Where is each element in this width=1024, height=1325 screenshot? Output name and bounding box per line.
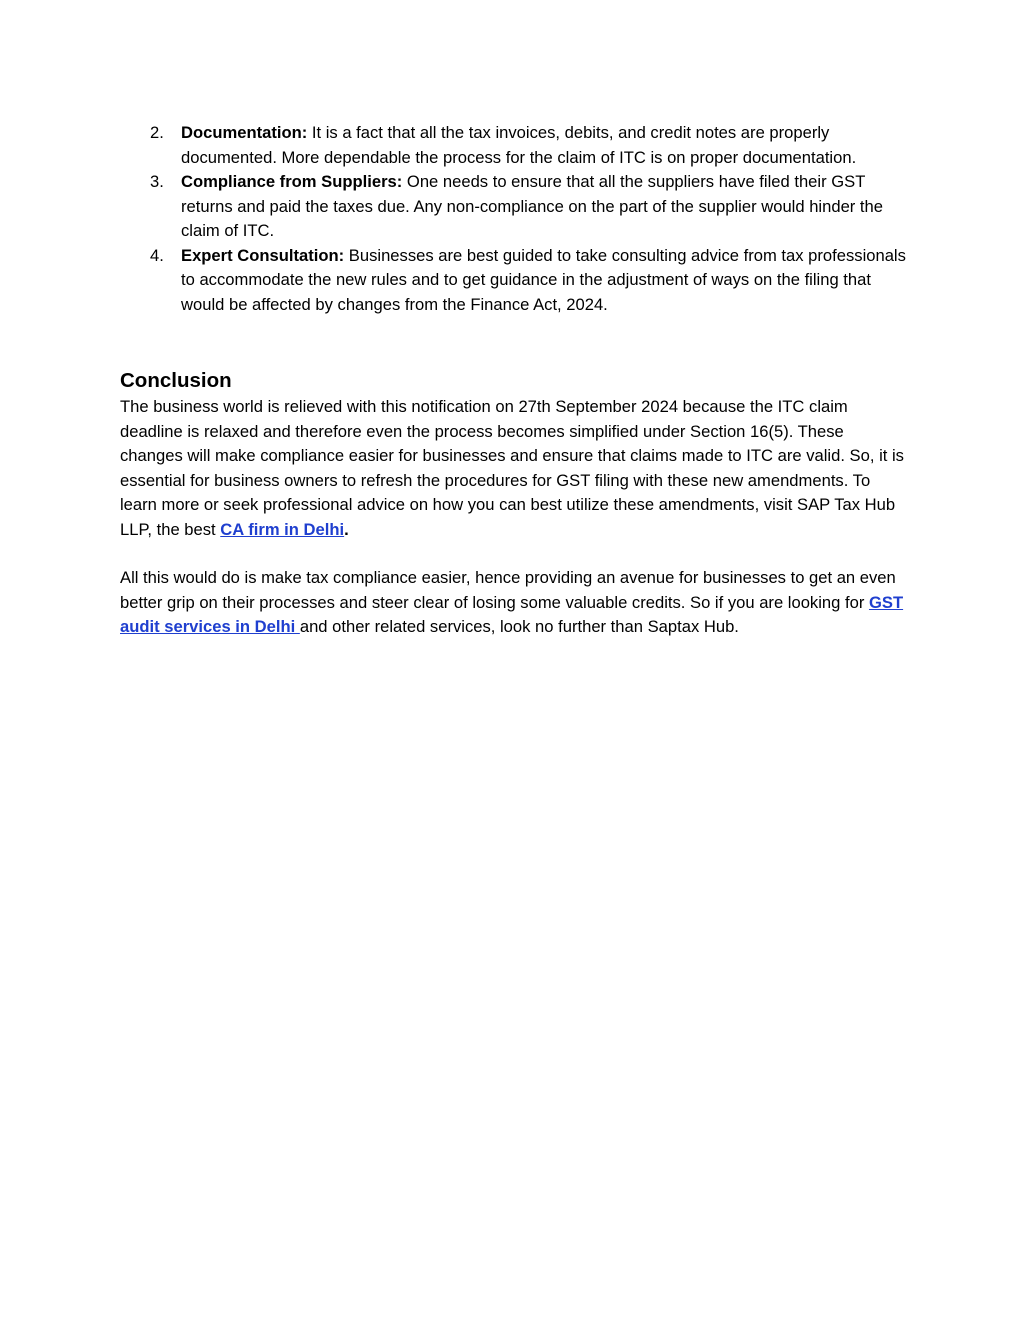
- paragraph-end: and other related services, look no further than Saptax Hub.: [299, 617, 739, 636]
- conclusion-heading: Conclusion: [120, 369, 232, 392]
- conclusion-paragraph: [120, 395, 910, 542]
- closing-paragraph: [120, 566, 910, 640]
- ca-firm-link[interactable]: CA firm in Delhi: [220, 519, 345, 539]
- list-item-text: One needs to ensure that all the suppliers have filed their GST returns and paid the taxes due. Any non-compliance on the part of the supplier would hinder the claim of ITC.: [181, 172, 884, 240]
- gst-audit-link[interactable]: GST audit services in Delhi: [120, 592, 904, 636]
- paragraph-text: The business world is relieved with this notification on 27th September 2024 because the ITC claim deadline is relaxed and therefore even the process becomes simplified under Section 16(5). These changes will make compliance easier for businesses and ensure that claims made to ITC are valid. So, it is essential for business owners to refresh the procedures for GST filing with these new amendments. To learn more or seek professional advice on how you can best utilize these amendments, visit SAP Tax Hub LLP, the best: [120, 397, 904, 539]
- paragraph-text: All this would do is make tax compliance easier, hence providing an avenue for businesses to get an even better grip on their processes and steer clear of losing some valuable credits. So if you are looking for: [120, 568, 896, 612]
- numbered-list: [120, 121, 910, 317]
- list-item: [120, 121, 910, 170]
- paragraph-end: .: [344, 519, 349, 539]
- list-item-number: 2.: [150, 123, 164, 142]
- list-item-term: Documentation:: [181, 123, 308, 142]
- list-item: [120, 244, 910, 318]
- list-item-number: 4.: [150, 245, 164, 265]
- list-item: [120, 170, 910, 244]
- list-item-text: It is a fact that all the tax invoices, debits, and credit notes are properly documented. More dependable the process for the claim of ITC is on proper documentation.: [181, 123, 857, 167]
- list-item-term: Compliance from Suppliers:: [181, 172, 403, 191]
- list-item-number: 3.: [150, 172, 164, 191]
- list-item-term: Expert Consultation:: [181, 245, 345, 265]
- list-item-text: Businesses are best guided to take consulting advice from tax professionals to accommodate the new rules and to get guidance in the adjustment of ways on the filing that would be affected by changes from the Finance Act, 2024.: [181, 245, 906, 314]
